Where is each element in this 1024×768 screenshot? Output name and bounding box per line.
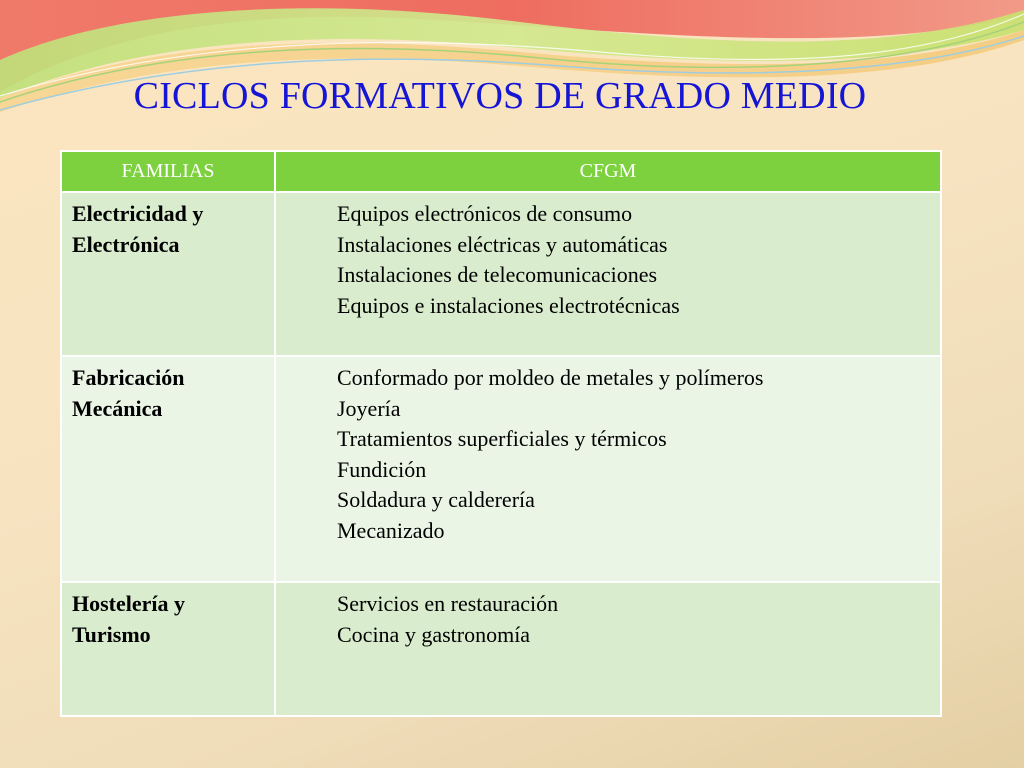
family-name-line: Electrónica xyxy=(72,231,180,257)
family-name-line: Turismo xyxy=(72,621,151,647)
cycles-table-container xyxy=(60,150,940,717)
family-cell xyxy=(61,192,275,356)
family-cell xyxy=(61,356,275,582)
family-name-line: Mecánica xyxy=(72,395,163,421)
cycles-cell xyxy=(275,192,941,356)
cycle-item: Soldadura y calderería xyxy=(337,487,535,512)
family-name-line: Fabricación xyxy=(72,365,185,390)
cycle-item: Equipos electrónicos de consumo xyxy=(337,201,633,226)
cycle-item: Cocina y gastronomía xyxy=(337,621,531,647)
cycle-item: Equipos e instalaciones electrotécnicas xyxy=(337,292,680,318)
table-row xyxy=(61,356,941,582)
column-header-cfgm: CFGM xyxy=(275,151,941,192)
table-row xyxy=(61,192,941,356)
cycle-item: Joyería xyxy=(337,395,401,421)
family-cell xyxy=(61,582,275,716)
page-title: CICLOS FORMATIVOS DE GRADO MEDIO xyxy=(133,75,867,117)
cycle-item: Fundición xyxy=(337,456,427,482)
cycle-item: Servicios en restauración xyxy=(337,591,559,616)
cycle-item: Conformado por moldeo de metales y polímeros xyxy=(337,365,764,390)
family-name-line: Electricidad y xyxy=(72,201,204,226)
cycles-table xyxy=(60,150,942,717)
family-name-line: Hostelería y xyxy=(72,591,186,616)
column-header-familias: FAMILIAS xyxy=(61,151,275,192)
table-header-row xyxy=(61,151,941,192)
cycle-item: Mecanizado xyxy=(337,517,445,543)
cycle-item: Tratamientos superficiales y térmicos xyxy=(337,426,667,451)
table-row xyxy=(61,582,941,716)
cycle-item: Instalaciones de telecomunicaciones xyxy=(337,262,658,287)
cycle-item: Instalaciones eléctricas y automáticas xyxy=(337,231,668,257)
cycles-cell xyxy=(275,356,941,582)
cycles-cell xyxy=(275,582,941,716)
decorative-waves xyxy=(0,0,1024,140)
